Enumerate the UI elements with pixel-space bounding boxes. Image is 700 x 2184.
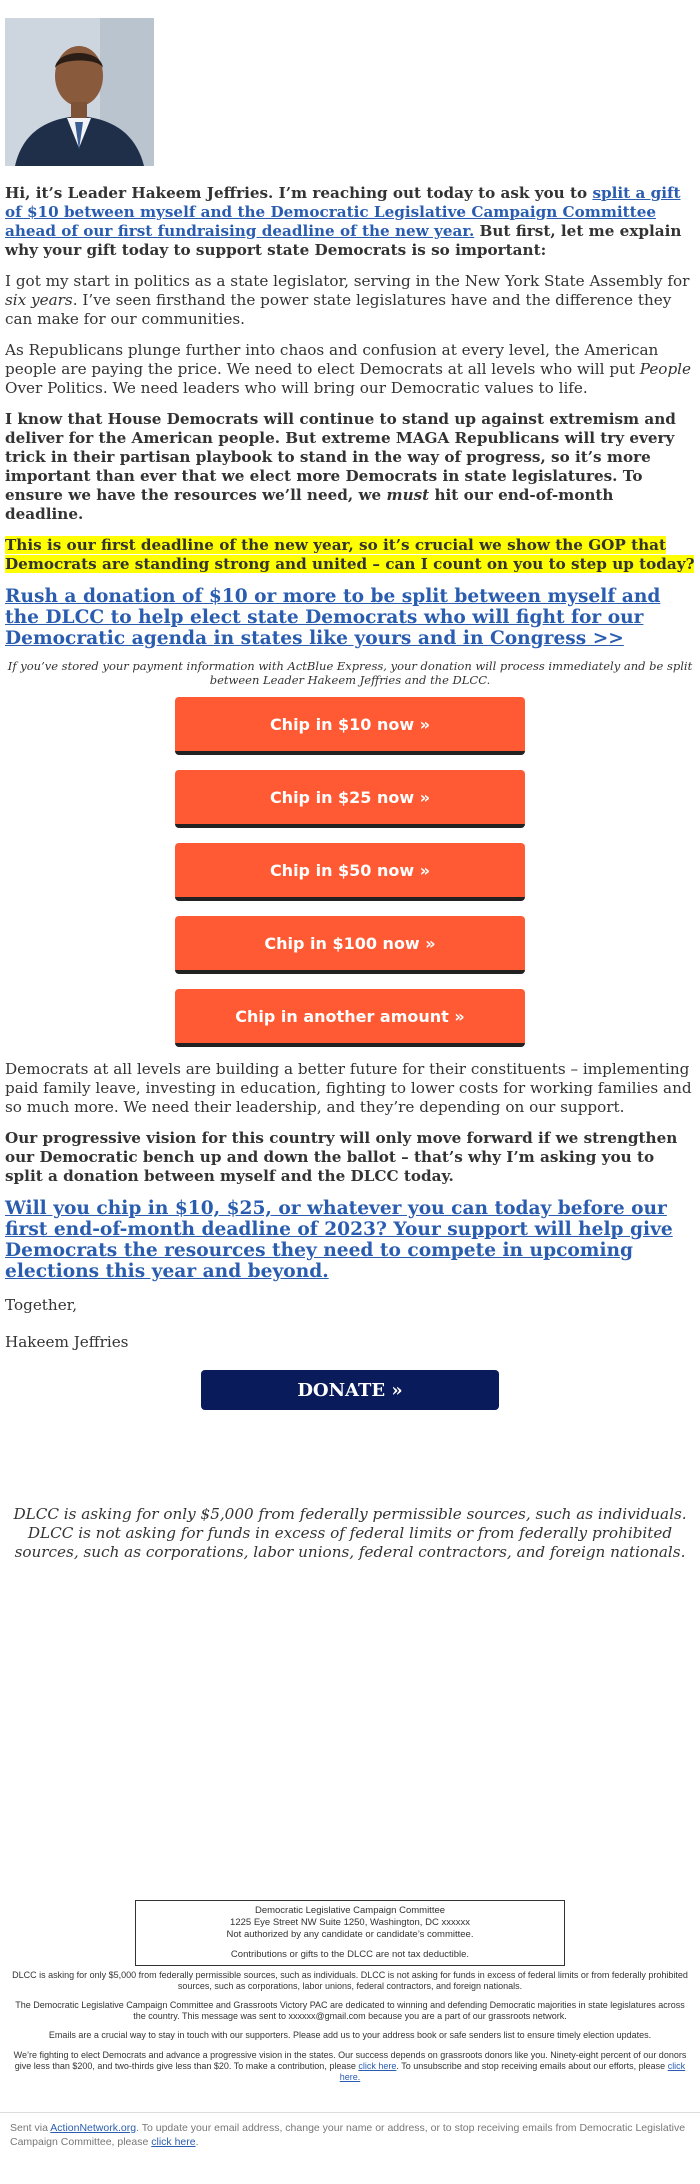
rush-donation-link[interactable]: Rush a donation of $10 or more to be split between myself and the DLCC to help elect state Democrats who will fight for our Democratic agenda in states like yours and in Congress >> <box>5 586 661 649</box>
footer-federal-limits: DLCC is asking for only $5,000 from federally permissible sources, such as individuals. DLCC is not asking for funds in excess of federal limits or from federally prohibited sources, such as corporations, labor unions, federal contractors, and foreign nationals. <box>12 1970 688 1991</box>
footer4-text-b: . To unsubscribe and stop receiving emails about our efforts, please <box>396 2061 668 2071</box>
footer-address-box <box>135 1900 565 1966</box>
para1-text-b: . I’ve seen firsthand the power state legislatures have and the difference they can make for our communities. <box>5 291 672 328</box>
para1-text-a: I got my start in politics as a state legislator, serving in the New York State Assembly for <box>5 272 690 290</box>
footer4-text-a: We’re fighting to elect Democrats and advance a progressive vision in the states. Our success depends on grassroots donors like you. Ninety-eight percent of our donors give less than $200, and two-thirds give less than $20. To make a contribution, please <box>13 2050 687 2071</box>
unsubscribe-click-here-link[interactable]: click here. <box>339 2061 686 2082</box>
signature: Hakeem Jeffries <box>5 1333 129 1351</box>
chip-100-button[interactable]: Chip in $100 now » <box>175 916 525 974</box>
chip-other-amount-button[interactable]: Chip in another amount » <box>175 989 525 1047</box>
actionnetwork-link[interactable]: ActionNetwork.org <box>50 2122 137 2134</box>
para3-text-b: hit our end-of-month deadline. <box>5 486 614 523</box>
para3-text-a: I know that House Democrats will continue to stand up against extremism and deliver for the American people. But extreme MAGA Republicans will try every trick in their partisan playbook to stand in the way of progress, so it’s more important than ever that we elect more Democrats in state legislatures. To ensure we have the resources we’ll need, we <box>5 410 676 504</box>
footer-tax-note: Contributions or gifts to the DLCC are not tax deductible. <box>230 1949 470 1960</box>
para1-emphasis: six years <box>5 291 73 309</box>
para2-text-b: Over Politics. We need leaders who will bring our Democratic values to life. <box>5 379 588 397</box>
highlight-paragraph <box>5 536 695 574</box>
donate-wrap <box>5 1370 695 1410</box>
update-email-click-here-link[interactable]: click here <box>151 2136 196 2148</box>
email-body <box>5 18 695 1562</box>
footer-org-name: Democratic Legislative Campaign Committee <box>254 1905 446 1916</box>
highlighted-text: This is our first deadline of the new year, so it’s crucial we show the GOP that Democrats are standing strong and united – can I count on you to step up today? <box>5 536 695 573</box>
contribute-click-here-link[interactable]: click here <box>358 2061 397 2071</box>
paragraph-progressive-vision: Our progressive vision for this country will only move forward if we strengthen our Democratic bench up and down the ballot – that’s why I’m asking you to split a donation between myself and the DLCC today. <box>5 1129 678 1185</box>
portrait-photo <box>5 18 154 166</box>
chip-50-button[interactable]: Chip in $50 now » <box>175 843 525 901</box>
intro-paragraph <box>5 184 695 260</box>
intro-split-gift-link[interactable]: split a gift of $10 between myself and the Democratic Legislative Campaign Committee ahead of our first fundraising deadline of the new year. <box>5 184 681 240</box>
footer-address-book: Emails are a crucial way to stay in touch with our supporters. Please add us to your address book or safe senders list to ensure timely election updates. <box>48 2030 652 2040</box>
sent-via-text-c: . <box>195 2136 199 2148</box>
donate-button[interactable]: DONATE » <box>201 1370 499 1410</box>
signoff: Together, <box>5 1296 78 1314</box>
sent-via-text-b: . To update your email address, change your name or address, or to stop receiving emails from Democratic Legislative Campaign Committee, please <box>10 2122 686 2148</box>
paragraph-state-legislator <box>5 272 695 329</box>
footer-dedication: The Democratic Legislative Campaign Committee and Grassroots Victory PAC are dedicated to winning and defending Democratic majorities in state legislatures across the country. This message was sent to xxxxxx@gmail.com because you are a part of our grassroots network. <box>15 2000 685 2021</box>
paragraph-building-future: Democrats at all levels are building a better future for their constituents – implementing paid family leave, investing in education, fighting to lower costs for working families and so much more. We need their leadership, and they’re depending on our support. <box>5 1060 692 1116</box>
footer-address: 1225 Eye Street NW Suite 1250, Washington, DC xxxxxx <box>230 1917 470 1928</box>
portrait-image <box>5 18 154 166</box>
chip-25-button[interactable]: Chip in $25 now » <box>175 770 525 828</box>
italic-disclaimer: DLCC is asking for only $5,000 from federally permissible sources, such as individuals. DLCC is not asking for funds in excess of federal limits or from federally prohibited sources, such as corporations, labor unions, federal contractors, and foreign nationals. <box>13 1505 687 1561</box>
chip-button-group <box>5 697 695 1062</box>
paragraph-house-democrats <box>5 410 695 524</box>
para3-emphasis: must <box>386 486 430 504</box>
sent-via-text-a: Sent via <box>10 2122 51 2134</box>
intro-tail: But first, let me explain why your gift today to support state Democrats is so important: <box>5 222 682 259</box>
para2-text-a: As Republicans plunge further into chaos and confusion at every level, the American people are paying the price. We need to elect Democrats at all levels who will put <box>5 341 659 378</box>
para2-emphasis: People <box>639 360 692 378</box>
actblue-express-note: If you’ve stored your payment information with ActBlue Express, your donation will process immediately and be split between Leader Hakeem Jeffries and the DLCC. <box>7 659 693 687</box>
footer-authorization: Not authorized by any candidate or candidate’s committee. <box>226 1929 474 1940</box>
sent-via-footer <box>0 2112 700 2149</box>
footer-grassroots <box>12 2050 688 2083</box>
paragraph-republicans <box>5 341 695 398</box>
intro-lead: Hi, it’s Leader Hakeem Jeffries. I’m reaching out today to ask you to <box>5 184 593 202</box>
chip-10-button[interactable]: Chip in $10 now » <box>175 697 525 755</box>
chip-in-deadline-link[interactable]: Will you chip in $10, $25, or whatever you can today before our first end-of-month deadline of 2023? Your support will help give Democrats the resources they need to compete in upcoming elections this year and beyond. <box>5 1198 673 1282</box>
